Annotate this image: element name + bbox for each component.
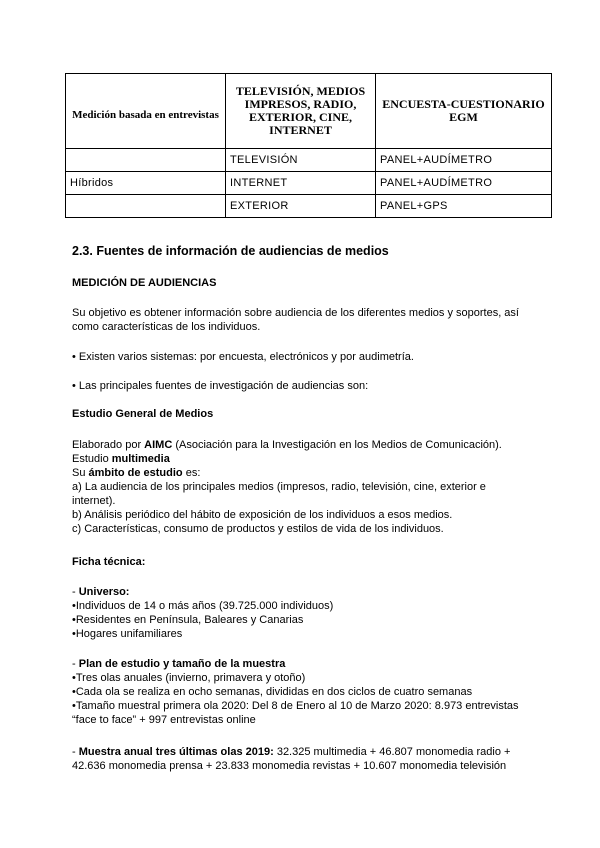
universo-block xyxy=(72,585,532,641)
table-row xyxy=(66,149,552,172)
elaborado-line: Elaborado por AIMC (Asociación para la Investigación en los Medios de Comunicación). xyxy=(72,439,502,451)
table-cell: TELEVISIÓN xyxy=(226,149,376,172)
table-cell: PANEL+AUDÍMETRO xyxy=(376,149,552,172)
table-header-cell: TELEVISIÓN, MEDIOS IMPRESOS, RADIO, EXTERIOR, CINE, INTERNET xyxy=(226,74,376,149)
universo-heading: - Universo: xyxy=(72,586,130,598)
ficha-heading: Ficha técnica: xyxy=(72,556,146,568)
table-row xyxy=(66,195,552,218)
table-cell: EXTERIOR xyxy=(226,195,376,218)
table-cell: Híbridos xyxy=(66,172,226,195)
table-cell: INTERNET xyxy=(226,172,376,195)
list-item: •Tamaño muestral primera ola 2020: Del 8 de Enero al 10 de Marzo 2020: 8.973 entrevistas “face to face” + 997 entrevistas online xyxy=(72,700,519,726)
list-item: •Hogares unifamiliares xyxy=(72,628,183,640)
plan-heading: - Plan de estudio y tamaño de la muestra xyxy=(72,658,286,670)
plan-block xyxy=(72,657,532,727)
list-item: •Individuos de 14 o más años (39.725.000 individuos) xyxy=(72,600,334,612)
bullet-sistemas: • Existen varios sistemas: por encuesta, electrónicos y por audimetría. xyxy=(72,351,414,363)
objetivo-paragraph: Su objetivo es obtener información sobre audiencia de los diferentes medios y soportes, así como características de los individuos. xyxy=(72,307,519,333)
list-item: •Residentes en Península, Baleares y Canarias xyxy=(72,614,304,626)
table-header-row xyxy=(66,74,552,149)
estudio-line: Estudio multimedia xyxy=(72,453,170,465)
egm-heading: Estudio General de Medios xyxy=(72,408,214,420)
bullet-fuentes: • Las principales fuentes de investigación de audiencias son: xyxy=(72,380,369,392)
table-cell: PANEL+GPS xyxy=(376,195,552,218)
table-cell xyxy=(66,195,226,218)
table-cell: PANEL+AUDÍMETRO xyxy=(376,172,552,195)
ambito-line: Su ámbito de estudio es: xyxy=(72,467,201,479)
medicion-heading: MEDICIÓN DE AUDIENCIAS xyxy=(72,277,217,289)
section-title: 2.3. Fuentes de información de audiencias de medios xyxy=(72,244,389,258)
table-cell xyxy=(66,149,226,172)
table-row xyxy=(66,172,552,195)
ambito-item: b) Análisis periódico del hábito de exposición de los individuos a esos medios. xyxy=(72,509,453,521)
list-item: •Tres olas anuales (invierno, primavera y otoño) xyxy=(72,672,306,684)
ambito-item: a) La audiencia de los principales medios (impresos, radio, televisión, cine, exterior e internet). xyxy=(72,481,486,507)
table-header-cell: Medición basada en entrevistas xyxy=(66,74,226,149)
muestra-paragraph: - Muestra anual tres últimas olas 2019: 32.325 multimedia + 46.807 monomedia radio + 42.636 monomedia prensa + 23.833 monomedia revistas + 10.607 monomedia televisión xyxy=(72,746,511,772)
media-measurement-table xyxy=(65,73,552,218)
table-header-cell: ENCUESTA-CUESTIONARIO EGM xyxy=(376,74,552,149)
egm-description xyxy=(72,438,532,536)
ambito-item: c) Características, consumo de productos y estilos de vida de los individuos. xyxy=(72,523,444,535)
list-item: •Cada ola se realiza en ocho semanas, divididas en dos ciclos de cuatro semanas xyxy=(72,686,473,698)
